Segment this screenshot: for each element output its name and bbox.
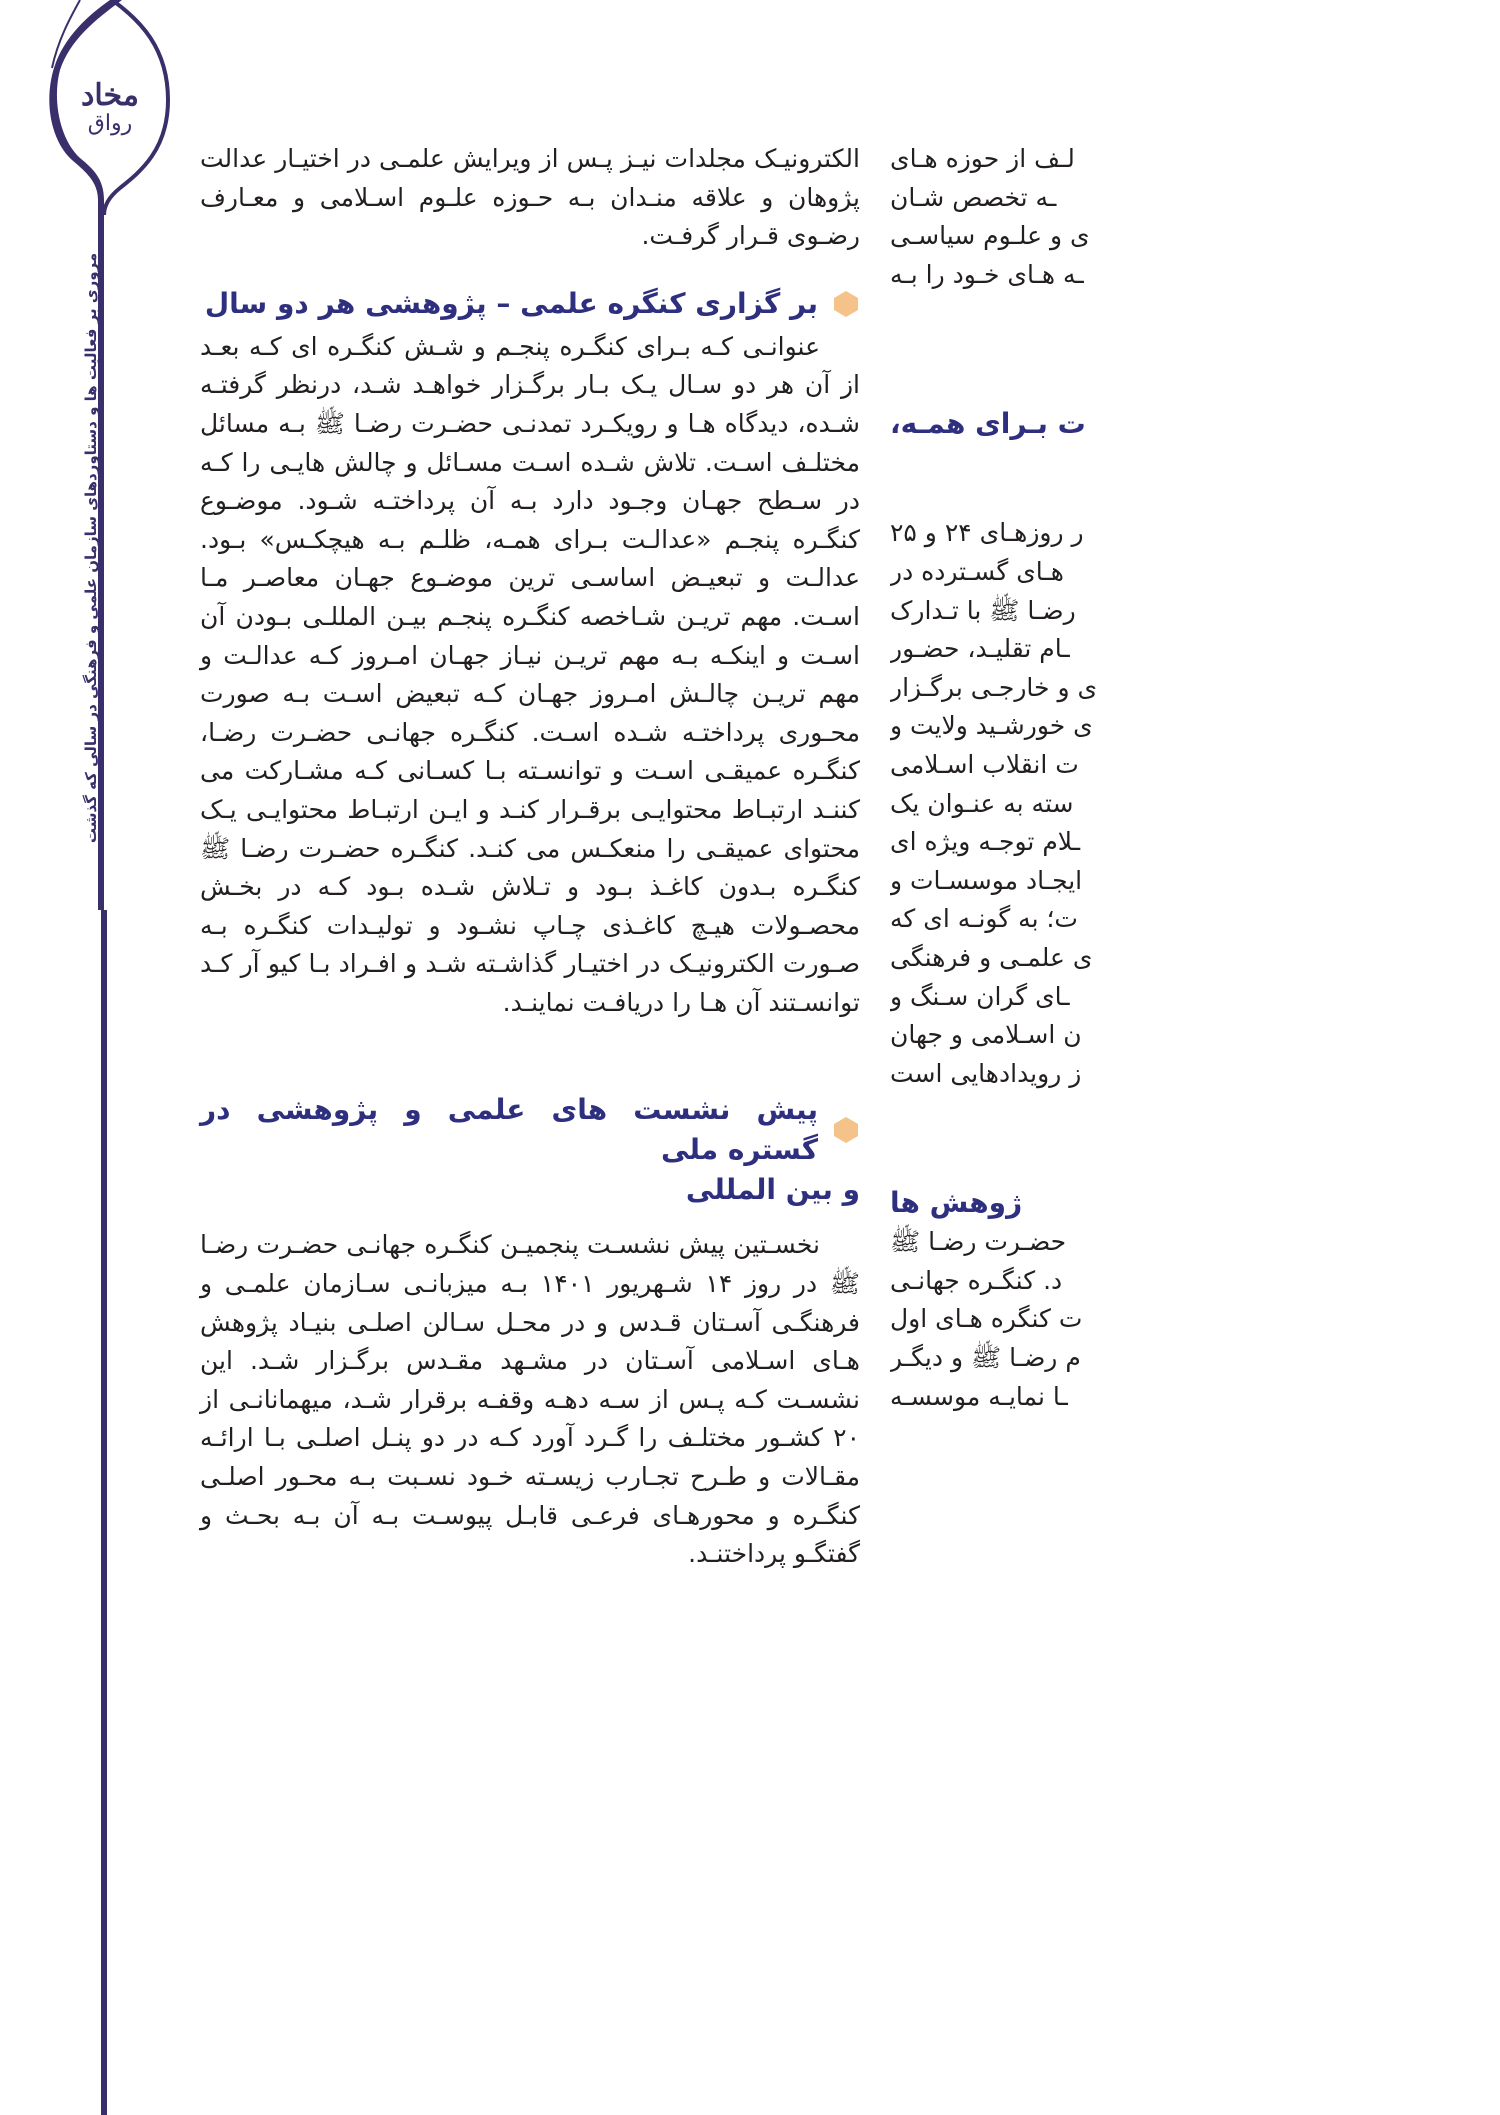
text-line: ی و خارجـی برگـزار (890, 672, 1098, 702)
right-column (890, 140, 1500, 2115)
text-line: ی خورشـید ولایت و (890, 711, 1093, 741)
section-heading-congress (200, 284, 860, 324)
intro-paragraph: الکترونیـک مجلدات نیـز پـس از ویرایش علمـی در اختیـار عدالت پژوهان و علاقه منـدان بـه حـوزه علـوم اسـلامی و معـارف رضـوی قـرار گرفـت. (200, 144, 860, 251)
section-heading-text-continued: و بین المللی (685, 1173, 860, 1207)
heading-bullet-icon (832, 1116, 860, 1144)
main-column (200, 140, 860, 1574)
text-line: رضـا ﷺ با تـدارک (890, 595, 1076, 625)
sidebar-rule (101, 910, 107, 2115)
text-line: ت انقلاب اسـلامی (890, 749, 1079, 779)
section-paragraph: عنوانـی کـه بـرای کنگـره پنجـم و شـش کنگـره ای کـه بعـد از آن هر دو سـال یـک بـار برگـزار خواهـد شـد، درنظر گرفتـه شـده، دیدگاه هـا و رویکـرد تمدنـی حضـرت رضـا ﷺ بـه مسائل مختلـف اسـت. تلاش شـده اسـت مسـائل و چالش هایـی را کـه در سـطح جهـان وجـود دارد بـه آن پرداختـه شـود. موضـوع کنگـره پنجـم «عدالـت بـرای همـه، ظلـم بـه هیچکـس» بـود. عدالـت و تبعیـض اساسـی ترین موضـوع جهـان معاصـر مـا اسـت. مهم تریـن شـاخصه کنگـره پنجـم بیـن المللـی بـودن آن اسـت و اینکـه بـه مهم تریـن نیـاز جهـان امـروز کـه عدالـت و مهم تریـن چالـش امـروز جهـان کـه تبعیض اسـت بـه صورت محـوری پرداختـه شـده اسـت. کنگـره جهانـی حضـرت رضـا، کنگـره عمیقـی اسـت و توانسـته بـا کسـانی کـه مشـارکت می کننـد ارتبـاط محتوایـی برقـرار کنـد و ایـن ارتبـاط محتوایـی یـک محتوای عمیقـی را منعکـس می کنـد. کنگـره حضـرت رضـا ﷺ کنگـره بـدون کاغـذ بـود و تـلاش شـده بـود کـه در بخـش محصـولات هیـچ کاغـذی چـاپ نشـود و تولیـدات کنگـره بـه صـورت الکترونیـک در اختیـار گذاشـته شـد و افـراد بـا کیو آر کـد توانسـتند آن هـا را دریافـت نماینـد. (200, 331, 860, 1017)
logo-subtext: رواق (87, 111, 133, 136)
logo-text: مخاد (81, 78, 139, 113)
text-line: ت؛ به گونـه ای که (890, 904, 1078, 934)
text-line: م رضـا ﷺ و دیگـر (890, 1343, 1081, 1373)
text-line: ر روزهـای ۲۴ و ۲۵ (890, 518, 1084, 548)
text-line: ت کنگره هـای اول (890, 1304, 1083, 1334)
section-paragraph: نخسـتین پیش نشسـت پنجمیـن کنگـره جهانـی حضـرت رضـا ﷺ در روز ۱۴ شـهریور ۱۴۰۱ بـه میزبانـی سـازمان علمـی و فرهنگـی آسـتان قـدس و در محـل سـالن اصلـی بنیـاد پژوهش هـای اسـلامی آسـتان در مشـهد مقـدس برگـزار شـد. این نشسـت کـه پـس از سـه دهـه وقفـه برقرار شـد، میهمانانـی از ۲۰ کشـور مختلـف را گـرد آورد کـه در دو پنـل اصلـی بـا ارائـه مقـالات و طـرح تجـارب زیسـته خـود نسـبت بـه محـور اصلـی کنگـره و محورهـای فرعـی قابـل پیوسـت بـه آن بـه بحـث و گفتگـو پرداختنـد. (200, 1230, 860, 1569)
section-heading-partial: ژوهش ها (890, 1186, 1023, 1220)
text-line: حضـرت رضـا ﷺ (890, 1227, 1067, 1257)
text-line: ـه هـای خـود را بـه (890, 259, 1084, 289)
section-heading-text: بر گزاری کنگره علمی – پژوهشی هر دو سال (204, 286, 818, 320)
text-line: ن اسـلامی و جهان (890, 1020, 1082, 1050)
section-heading-pre-sessions (200, 1090, 860, 1170)
text-line: ـام تقلیـد، حضـور (890, 634, 1070, 664)
text-line: ـلام توجـه ویژه ای (890, 827, 1081, 857)
text-line: ـه تخصص شـان (890, 182, 1057, 212)
text-line: سته به عنـوان یک (890, 788, 1074, 818)
section-heading-partial: ت بـرای همـه، (890, 407, 1086, 441)
text-line: ی علمـی و فرهنگی (890, 942, 1093, 972)
text-line: ـای گران سـنگ و (890, 981, 1070, 1011)
text-line: لـف از حوزه هـای (890, 144, 1075, 173)
heading-bullet-icon (832, 290, 860, 318)
running-title-text: مروری بر فعالیت ها و دستاوردهای سازمان علمی و فرهنگی در سالی که گذشت (82, 252, 100, 844)
text-line: ی و علـوم سیاسـی (890, 221, 1090, 251)
text-line: ایجـاد موسسـات و (890, 865, 1083, 895)
text-line: د. کنگـره جهانـی (890, 1265, 1063, 1295)
text-line: هـای گسـترده در (890, 556, 1064, 586)
text-line: ز رویدادهایی است (890, 1058, 1082, 1088)
text-line: ـا نمایـه موسسـه (890, 1381, 1068, 1411)
section-heading-text: پیش نشست های علمی و پژوهشی در گستره ملی (200, 1093, 818, 1167)
sidebar (0, 0, 175, 2115)
logo (58, 56, 162, 160)
